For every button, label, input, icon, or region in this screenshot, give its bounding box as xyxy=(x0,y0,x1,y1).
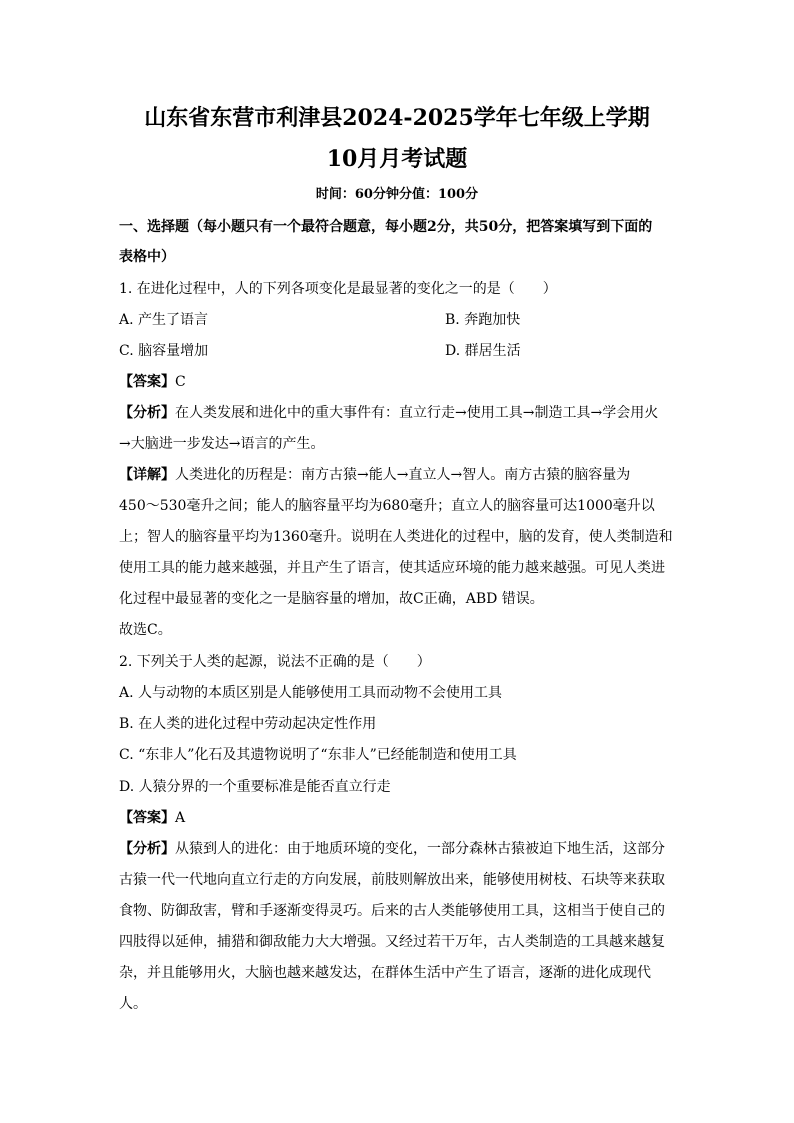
q2-option-d: D. 人猿分界的一个重要标准是能否直立行走 xyxy=(119,779,391,795)
answer-tag: 【答案】 xyxy=(119,374,175,390)
exam-meta: 时间：60分钟分值：100分 xyxy=(315,187,479,202)
q2-analysis-line5: 杂，并且能够用火，大脑也越来越发达，在群体生活中产生了语言，逐渐的进化成现代 xyxy=(119,965,651,981)
q2-analysis-line1 xyxy=(119,840,665,858)
q1-stem: 1. 在进化过程中，人的下列各项变化是最显著的变化之一的是（ ） xyxy=(119,281,557,297)
section-heading-line2: 表格中） xyxy=(119,249,175,265)
q1-detail-line3: 上；智人的脑容量平均为1360毫升。说明在人类进化的过程中，脑的发育，使人类制造和 xyxy=(119,529,673,545)
q1-analysis-line2: →大脑进一步发达→语言的产生。 xyxy=(119,436,325,452)
q2-option-a: A. 人与动物的本质区别是人能够使用工具而动物不会使用工具 xyxy=(119,685,503,701)
q1-detail-line2: 450～530毫升之间；能人的脑容量平均为680毫升；直立人的脑容量可达1000毫升以 xyxy=(119,498,655,514)
q1-detail-line4: 使用工具的能力越来越强，并且产生了语言，使其适应环境的能力越来越强。可见人类进 xyxy=(119,560,665,576)
q1-option-a: A. 产生了语言 xyxy=(119,312,209,328)
exam-title: 山东省东营市利津县2024-2025学年七年级上学期 xyxy=(144,105,650,131)
q2-analysis-line2: 古猿一代一代地向直立行走的方向发展，前肢则解放出来，能够使用树枝、石块等来获取 xyxy=(119,872,665,888)
q1-detail-line1 xyxy=(119,466,630,484)
answer-value: C xyxy=(175,374,186,390)
analysis-text: 从猿到人的进化：由于地质环境的变化，一部分森林古猿被迫下地生活，这部分 xyxy=(175,841,665,857)
detail-tag: 【详解】 xyxy=(119,467,175,483)
q1-answer xyxy=(119,373,186,391)
detail-text: 人类进化的历程是：南方古猿→能人→直立人→智人。南方古猿的脑容量为 xyxy=(175,467,631,483)
analysis-tag: 【分析】 xyxy=(119,405,175,421)
exam-subtitle: 10月月考试题 xyxy=(326,146,468,172)
q2-analysis-line4: 四肢得以延伸，捕猎和御敌能力大大增强。又经过若干万年，古人类制造的工具越来越复 xyxy=(119,934,665,950)
q2-analysis-line6: 人。 xyxy=(119,996,147,1012)
q1-option-c: C. 脑容量增加 xyxy=(119,343,209,359)
q1-option-d: D. 群居生活 xyxy=(445,343,521,359)
analysis-text: 在人类发展和进化中的重大事件有：直立行走→使用工具→制造工具→学会用火 xyxy=(175,405,659,421)
q2-option-c: C. “东非人”化石及其遗物说明了“东非人”已经能制造和使用工具 xyxy=(119,747,517,763)
answer-tag: 【答案】 xyxy=(119,810,175,826)
q1-analysis-line1 xyxy=(119,404,658,422)
answer-value: A xyxy=(175,810,186,826)
q1-detail-line5: 化过程中最显著的变化之一是脑容量的增加，故C正确，ABD 错误。 xyxy=(119,591,544,607)
q2-stem: 2. 下列关于人类的起源，说法不正确的是（ ） xyxy=(119,654,431,670)
q2-answer xyxy=(119,809,185,827)
q1-option-b: B. 奔跑加快 xyxy=(445,312,521,328)
q2-analysis-line3: 食物、防御敌害，臂和手逐渐变得灵巧。后来的古人类能够使用工具，这相当于使自己的 xyxy=(119,903,665,919)
analysis-tag: 【分析】 xyxy=(119,841,175,857)
section-heading-line1: 一、选择题（每小题只有一个最符合题意，每小题2分，共50分，把答案填写到下面的 xyxy=(119,219,653,235)
q1-conclusion: 故选C。 xyxy=(119,622,172,638)
q2-option-b: B. 在人类的进化过程中劳动起决定性作用 xyxy=(119,716,377,732)
